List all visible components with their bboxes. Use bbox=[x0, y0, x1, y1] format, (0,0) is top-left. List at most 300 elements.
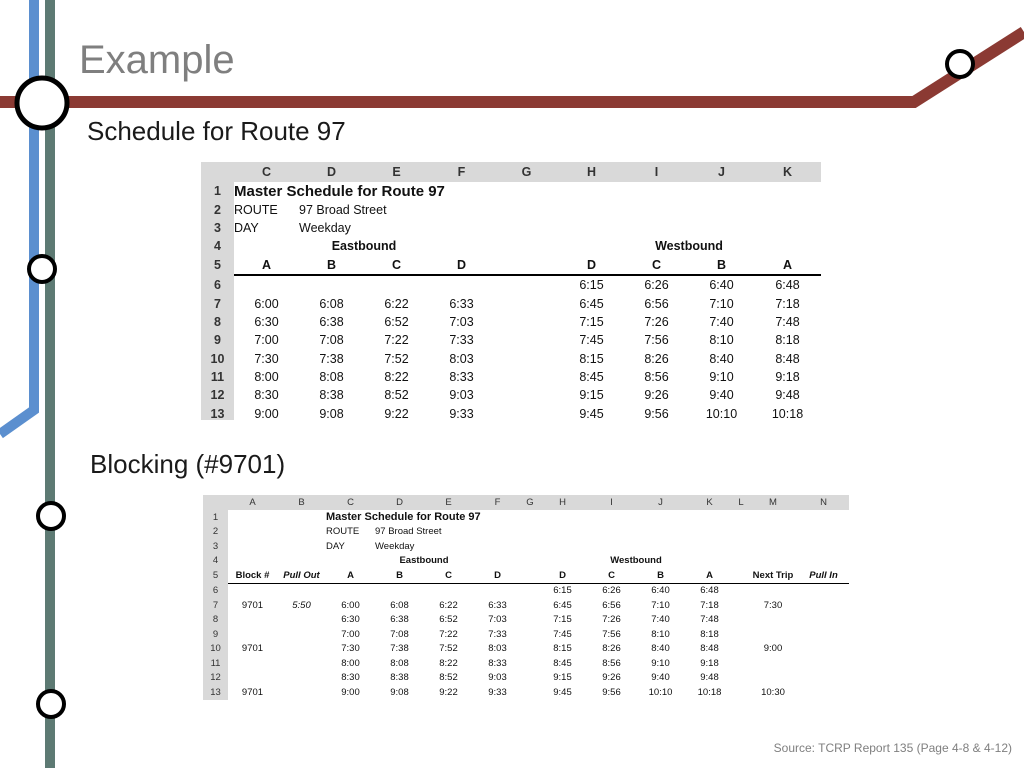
row-number: 1 bbox=[203, 510, 228, 525]
stop-header: A bbox=[754, 256, 821, 275]
table-cell: 6:15 bbox=[553, 585, 572, 597]
row-number: 13 bbox=[203, 685, 228, 700]
table-cell: 9:26 bbox=[602, 672, 621, 684]
table-cell bbox=[277, 642, 326, 657]
column-header-row bbox=[201, 162, 821, 182]
table-cell: 8:38 bbox=[390, 672, 409, 684]
stop-header: D bbox=[559, 256, 624, 275]
table-cell: 7:45 bbox=[553, 628, 572, 640]
table-cell bbox=[522, 671, 538, 686]
column-header: K bbox=[754, 162, 821, 182]
table-cell bbox=[326, 583, 375, 598]
stop-header: B bbox=[689, 256, 754, 275]
stop-header: C bbox=[424, 568, 473, 583]
column-header: F bbox=[429, 162, 494, 182]
table-cell: 6:08 bbox=[319, 296, 344, 311]
table-cell: 8:08 bbox=[390, 657, 409, 669]
table-row bbox=[201, 219, 821, 237]
row-number: 5 bbox=[201, 256, 234, 275]
table-cell bbox=[299, 275, 364, 294]
table-cell: 8:45 bbox=[553, 657, 572, 669]
table-cell: 9:00 bbox=[763, 643, 783, 655]
table-cell: 8:26 bbox=[602, 643, 621, 655]
table-cell: 8:08 bbox=[319, 370, 344, 385]
eastbound-label: Eastbound bbox=[331, 239, 397, 254]
table-cell bbox=[228, 671, 277, 686]
stop-header: B bbox=[299, 256, 364, 275]
table-cell bbox=[798, 627, 849, 642]
row-number: 3 bbox=[203, 539, 228, 554]
table-cell: 6:48 bbox=[700, 585, 719, 597]
table-cell: 7:26 bbox=[602, 614, 621, 626]
table-cell bbox=[748, 583, 798, 598]
table-row bbox=[201, 294, 821, 312]
table-row bbox=[203, 554, 849, 569]
table-cell: 9:45 bbox=[553, 686, 572, 698]
column-header: F bbox=[473, 495, 522, 510]
station-circle bbox=[38, 503, 64, 529]
table-cell: 8:45 bbox=[579, 370, 604, 385]
table-cell: 7:08 bbox=[390, 628, 409, 640]
row-number: 10 bbox=[201, 350, 234, 368]
table-cell: 8:40 bbox=[709, 351, 734, 366]
column-header-row bbox=[203, 495, 849, 510]
table-cell bbox=[364, 275, 429, 294]
table-cell: 7:03 bbox=[488, 614, 507, 626]
slide-title: Example bbox=[79, 38, 235, 82]
stop-header: D bbox=[473, 568, 522, 583]
table-cell: 9:03 bbox=[488, 672, 507, 684]
schedule-table bbox=[201, 162, 821, 420]
table-cell: 6:52 bbox=[384, 314, 409, 329]
row-number: 4 bbox=[201, 237, 234, 255]
table-cell: 8:18 bbox=[700, 628, 719, 640]
table-cell: 7:10 bbox=[709, 296, 734, 311]
row-number: 7 bbox=[201, 294, 234, 312]
table-row bbox=[201, 386, 821, 404]
table-cell: 8:15 bbox=[579, 351, 604, 366]
table-row bbox=[203, 613, 849, 628]
table-cell: 6:38 bbox=[390, 614, 409, 626]
master-title: Master Schedule for Route 97 bbox=[234, 182, 445, 200]
table-cell: 6:22 bbox=[439, 599, 458, 611]
table-cell bbox=[798, 583, 849, 598]
table-row bbox=[201, 368, 821, 386]
table-cell: 6:33 bbox=[488, 599, 507, 611]
column-header: E bbox=[364, 162, 429, 182]
stop-header: C bbox=[587, 568, 636, 583]
table-cell bbox=[375, 583, 424, 598]
stop-header-row bbox=[201, 256, 821, 275]
column-header: H bbox=[559, 162, 624, 182]
table-cell: 7:18 bbox=[700, 599, 719, 611]
table-cell: 7:30 bbox=[763, 599, 783, 611]
stop-header: B bbox=[375, 568, 424, 583]
table-cell: 8:00 bbox=[341, 657, 360, 669]
table-row bbox=[201, 182, 821, 200]
column-header: E bbox=[424, 495, 473, 510]
table-row bbox=[203, 510, 849, 525]
table-cell: 8:48 bbox=[700, 643, 719, 655]
westbound-label: Westbound bbox=[610, 555, 662, 567]
table-row bbox=[201, 237, 821, 255]
column-header: G bbox=[522, 495, 538, 510]
row-number: 6 bbox=[203, 583, 228, 598]
westbound-label: Westbound bbox=[655, 239, 723, 254]
table-cell: 9:48 bbox=[700, 672, 719, 684]
table-cell bbox=[234, 275, 299, 294]
table-cell: 7:52 bbox=[384, 351, 409, 366]
table-row bbox=[201, 313, 821, 331]
table-row bbox=[201, 405, 821, 420]
table-cell bbox=[522, 583, 538, 598]
table-cell: 8:03 bbox=[488, 643, 507, 655]
table-cell: 7:03 bbox=[449, 314, 474, 329]
table-cell: 8:10 bbox=[651, 628, 670, 640]
table-cell: 8:30 bbox=[341, 672, 360, 684]
table-cell: 6:45 bbox=[553, 599, 572, 611]
table-cell: 8:15 bbox=[553, 643, 572, 655]
column-header: A bbox=[228, 495, 277, 510]
table-cell: 10:18 bbox=[771, 406, 804, 420]
blue-line bbox=[0, 0, 34, 434]
table-row bbox=[203, 583, 849, 598]
table-cell bbox=[494, 405, 559, 420]
table-row bbox=[203, 525, 849, 540]
table-cell: 7:30 bbox=[341, 643, 360, 655]
table-row bbox=[203, 671, 849, 686]
table-cell: 7:00 bbox=[254, 333, 279, 348]
row-number: 9 bbox=[201, 331, 234, 349]
table-cell bbox=[494, 294, 559, 312]
table-cell bbox=[228, 613, 277, 628]
table-cell: 9:40 bbox=[651, 672, 670, 684]
table-cell: 7:00 bbox=[341, 628, 360, 640]
table-cell: 6:56 bbox=[602, 599, 621, 611]
table-cell: 6:30 bbox=[254, 314, 279, 329]
stop-header: D bbox=[429, 256, 494, 275]
table-cell bbox=[798, 656, 849, 671]
row-number: 6 bbox=[201, 275, 234, 294]
pull-out-header: Pull Out bbox=[277, 568, 326, 583]
column-header: K bbox=[685, 495, 734, 510]
table-cell: 6:26 bbox=[644, 278, 669, 293]
column-header: B bbox=[277, 495, 326, 510]
table-cell: 7:40 bbox=[651, 614, 670, 626]
table-cell: 7:22 bbox=[439, 628, 458, 640]
table-cell: 6:26 bbox=[602, 585, 621, 597]
row-number: 13 bbox=[201, 405, 234, 420]
stop-header: A bbox=[685, 568, 734, 583]
day-value: Weekday bbox=[299, 220, 351, 235]
table-cell bbox=[277, 656, 326, 671]
column-header: D bbox=[299, 162, 364, 182]
table-cell: 6:08 bbox=[390, 599, 409, 611]
table-cell: 9:18 bbox=[775, 370, 800, 385]
table-cell: 9:08 bbox=[390, 686, 409, 698]
table-cell bbox=[494, 386, 559, 404]
table-cell bbox=[748, 671, 798, 686]
table-cell bbox=[798, 598, 849, 613]
stop-header-row bbox=[203, 568, 849, 583]
table-cell bbox=[494, 331, 559, 349]
table-cell: 8:22 bbox=[439, 657, 458, 669]
table-cell: 6:38 bbox=[319, 314, 344, 329]
table-cell: 9:56 bbox=[602, 686, 621, 698]
table-cell bbox=[277, 685, 326, 700]
stop-header: D bbox=[538, 568, 587, 583]
table-cell: 6:00 bbox=[341, 599, 360, 611]
table-cell: 8:40 bbox=[651, 643, 670, 655]
table-cell: 8:18 bbox=[775, 333, 800, 348]
table-cell: 10:10 bbox=[648, 686, 673, 698]
row-number: 12 bbox=[203, 671, 228, 686]
route-label: ROUTE bbox=[234, 202, 278, 217]
table-cell: 7:22 bbox=[384, 333, 409, 348]
table-cell: 9:33 bbox=[488, 686, 507, 698]
next-trip-header: Next Trip bbox=[748, 568, 798, 583]
table-cell: 9:15 bbox=[579, 388, 604, 403]
table-cell: 6:48 bbox=[775, 278, 800, 293]
stop-header: C bbox=[364, 256, 429, 275]
row-number: 12 bbox=[201, 386, 234, 404]
table-cell bbox=[748, 627, 798, 642]
table-cell: 8:03 bbox=[449, 351, 474, 366]
table-cell: 7:10 bbox=[651, 599, 670, 611]
column-header: J bbox=[636, 495, 685, 510]
table-cell: 9:26 bbox=[644, 388, 669, 403]
table-cell: 10:10 bbox=[705, 406, 738, 420]
table-row bbox=[201, 200, 821, 218]
blocking-spreadsheet bbox=[203, 495, 849, 704]
stop-header: B bbox=[636, 568, 685, 583]
row-number: 11 bbox=[201, 368, 234, 386]
table-cell bbox=[429, 275, 494, 294]
pull-in-header: Pull In bbox=[798, 568, 849, 583]
table-row bbox=[201, 350, 821, 368]
table-cell: 9:40 bbox=[709, 388, 734, 403]
row-number: 2 bbox=[203, 525, 228, 540]
day-value: Weekday bbox=[375, 540, 415, 552]
table-cell: 7:48 bbox=[775, 314, 800, 329]
table-cell: 7:38 bbox=[390, 643, 409, 655]
table-cell bbox=[522, 613, 538, 628]
table-row bbox=[203, 642, 849, 657]
table-cell bbox=[798, 671, 849, 686]
column-header: C bbox=[326, 495, 375, 510]
table-cell: 6:33 bbox=[449, 296, 474, 311]
table-cell: 9701 bbox=[241, 599, 264, 611]
master-title: Master Schedule for Route 97 bbox=[326, 511, 481, 524]
stop-header: C bbox=[624, 256, 689, 275]
table-cell: 7:26 bbox=[644, 314, 669, 329]
table-cell bbox=[494, 275, 559, 294]
column-header: D bbox=[375, 495, 424, 510]
block-number-header: Block # bbox=[228, 568, 277, 583]
route-label: ROUTE bbox=[326, 526, 360, 538]
table-cell: 9:00 bbox=[341, 686, 360, 698]
table-cell: 6:45 bbox=[579, 296, 604, 311]
schedule-spreadsheet bbox=[201, 162, 821, 420]
row-number: 11 bbox=[203, 656, 228, 671]
table-cell: 7:52 bbox=[439, 643, 458, 655]
table-cell: 9:45 bbox=[579, 406, 604, 420]
table-row bbox=[203, 598, 849, 613]
table-cell: 10:30 bbox=[761, 686, 785, 698]
row-number: 10 bbox=[203, 642, 228, 657]
column-header: J bbox=[689, 162, 754, 182]
table-cell: 8:56 bbox=[602, 657, 621, 669]
table-cell: 7:33 bbox=[488, 628, 507, 640]
table-cell: 7:56 bbox=[602, 628, 621, 640]
table-cell bbox=[522, 598, 538, 613]
row-number: 2 bbox=[201, 200, 234, 218]
table-cell: 9:22 bbox=[384, 406, 409, 420]
table-cell: 9:10 bbox=[651, 657, 670, 669]
table-cell: 7:33 bbox=[449, 333, 474, 348]
station-circle bbox=[29, 256, 55, 282]
table-cell: 9:08 bbox=[319, 406, 344, 420]
table-cell: 9:10 bbox=[709, 370, 734, 385]
route-value: 97 Broad Street bbox=[299, 202, 387, 217]
table-cell bbox=[277, 671, 326, 686]
subtitle-blocking: Blocking (#9701) bbox=[90, 449, 286, 479]
table-cell: 6:22 bbox=[384, 296, 409, 311]
table-cell: 6:00 bbox=[254, 296, 279, 311]
column-header: I bbox=[624, 162, 689, 182]
table-cell bbox=[494, 350, 559, 368]
table-cell: 6:40 bbox=[709, 278, 734, 293]
table-cell: 7:56 bbox=[644, 333, 669, 348]
table-cell: 8:00 bbox=[254, 370, 279, 385]
table-cell: 7:38 bbox=[319, 351, 344, 366]
day-label: DAY bbox=[234, 220, 259, 235]
table-row bbox=[201, 331, 821, 349]
table-cell bbox=[424, 583, 473, 598]
table-row bbox=[203, 627, 849, 642]
table-cell: 7:15 bbox=[553, 614, 572, 626]
row-number: 9 bbox=[203, 627, 228, 642]
table-cell bbox=[277, 627, 326, 642]
row-number: 8 bbox=[201, 313, 234, 331]
table-cell: 9:18 bbox=[700, 657, 719, 669]
table-cell: 8:48 bbox=[775, 351, 800, 366]
row-number: 4 bbox=[203, 554, 228, 569]
table-cell: 9:03 bbox=[449, 388, 474, 403]
table-cell: 6:56 bbox=[644, 296, 669, 311]
subtitle-schedule: Schedule for Route 97 bbox=[87, 116, 346, 146]
table-cell: 7:45 bbox=[579, 333, 604, 348]
table-cell: 9701 bbox=[241, 643, 264, 655]
table-row bbox=[201, 275, 821, 294]
stop-header: A bbox=[326, 568, 375, 583]
table-cell: 7:40 bbox=[709, 314, 734, 329]
route-value: 97 Broad Street bbox=[375, 526, 442, 538]
table-cell bbox=[522, 685, 538, 700]
table-cell: 7:15 bbox=[579, 314, 604, 329]
station-circle bbox=[38, 691, 64, 717]
table-cell: 9:15 bbox=[553, 672, 572, 684]
column-header: N bbox=[798, 495, 849, 510]
column-header: L bbox=[734, 495, 748, 510]
blocking-table bbox=[203, 495, 849, 700]
table-cell: 6:15 bbox=[579, 278, 604, 293]
table-cell: 9:48 bbox=[775, 388, 800, 403]
table-cell: 8:52 bbox=[439, 672, 458, 684]
table-cell bbox=[798, 642, 849, 657]
table-cell: 6:52 bbox=[439, 614, 458, 626]
table-cell: 8:56 bbox=[644, 370, 669, 385]
table-cell bbox=[277, 613, 326, 628]
table-cell: 8:10 bbox=[709, 333, 734, 348]
source-citation: Source: TCRP Report 135 (Page 4-8 & 4-12) bbox=[773, 741, 1012, 755]
table-cell: 5:50 bbox=[292, 599, 311, 611]
table-cell: 9:56 bbox=[644, 406, 669, 420]
table-cell: 8:52 bbox=[384, 388, 409, 403]
table-cell bbox=[494, 313, 559, 331]
table-cell bbox=[748, 656, 798, 671]
table-cell bbox=[522, 642, 538, 657]
table-cell: 7:48 bbox=[700, 614, 719, 626]
table-cell: 9:33 bbox=[449, 406, 474, 420]
table-cell bbox=[522, 656, 538, 671]
table-cell: 6:30 bbox=[341, 614, 360, 626]
table-cell bbox=[228, 656, 277, 671]
station-circle-top-right bbox=[947, 51, 973, 77]
table-cell: 8:33 bbox=[488, 657, 507, 669]
table-cell bbox=[798, 685, 849, 700]
table-cell bbox=[228, 627, 277, 642]
table-cell bbox=[798, 613, 849, 628]
row-number: 7 bbox=[203, 598, 228, 613]
table-cell bbox=[228, 583, 277, 598]
table-cell: 8:26 bbox=[644, 351, 669, 366]
stop-header: A bbox=[234, 256, 299, 275]
table-row bbox=[203, 685, 849, 700]
table-cell: 7:18 bbox=[775, 296, 800, 311]
eastbound-label: Eastbound bbox=[399, 555, 449, 567]
station-circle-large bbox=[17, 78, 67, 128]
row-number: 5 bbox=[203, 568, 228, 583]
table-cell: 7:30 bbox=[254, 351, 279, 366]
table-cell: 8:22 bbox=[384, 370, 409, 385]
table-cell: 8:38 bbox=[319, 388, 344, 403]
column-header: G bbox=[494, 162, 559, 182]
column-header: M bbox=[748, 495, 798, 510]
row-number: 1 bbox=[201, 182, 234, 200]
table-cell: 8:30 bbox=[254, 388, 279, 403]
row-number: 8 bbox=[203, 613, 228, 628]
table-cell: 8:33 bbox=[449, 370, 474, 385]
table-cell bbox=[522, 627, 538, 642]
day-label: DAY bbox=[326, 540, 345, 552]
column-header: H bbox=[538, 495, 587, 510]
table-cell: 9:00 bbox=[254, 406, 279, 420]
table-cell bbox=[277, 583, 326, 598]
table-cell: 9:22 bbox=[439, 686, 458, 698]
table-cell bbox=[473, 583, 522, 598]
table-cell: 6:40 bbox=[651, 585, 670, 597]
table-cell: 7:08 bbox=[319, 333, 344, 348]
table-cell: 10:18 bbox=[697, 686, 722, 698]
row-number: 3 bbox=[201, 219, 234, 237]
table-row bbox=[203, 656, 849, 671]
table-cell bbox=[494, 368, 559, 386]
column-header: C bbox=[234, 162, 299, 182]
column-header: I bbox=[587, 495, 636, 510]
table-row bbox=[203, 539, 849, 554]
table-cell: 9701 bbox=[241, 686, 264, 698]
